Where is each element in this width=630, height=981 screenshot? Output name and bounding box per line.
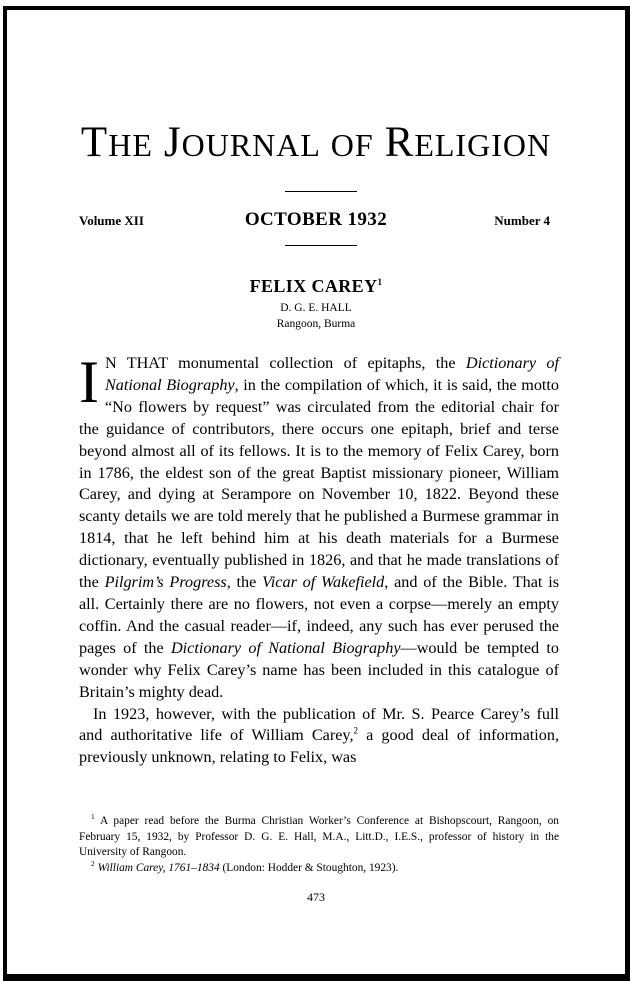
journal-title: THE JOURNAL OF RELIGION	[80, 119, 552, 166]
footnote-2: $^2$ William Carey, 1761–1834 (London: Hodder & Stoughton, 1923).	[91, 858, 399, 874]
divider-top	[285, 191, 357, 192]
drop-cap: I	[79, 349, 99, 415]
author-block	[7, 300, 625, 332]
footnote-1: $^1$ A paper read before the Burma Christian Worker’s Conference at Bishopscourt, Rangoon, on February 15, 1932, by Professor D. G. E. Hall, M.A., Litt.D., I.E.S., professor of history in the University of Rangoon.	[79, 812, 559, 858]
footnote-ref-2: 2	[353, 726, 358, 737]
volume-label: Volume XII	[79, 213, 144, 228]
footnotes	[79, 814, 559, 876]
issue-number: Number 4	[494, 213, 550, 228]
author-name: D. G. E. HALL	[280, 302, 352, 314]
paragraph-1: I N THAT monumental collection of epitaphs, the Dictionary of National Biography, in the compilation of which, it is said, the motto “No flowers by request” was circulated from the editorial chair for the guidance of contributors, there occurs one epitaph, brief and terse beyond almost all of its fellows. It is to the memory of Felix Carey, born in 1786, the eldest son of the great Baptist missionary pioneer, William Carey, and dying at Serampore on November 10, 1822. Beyond these scanty details we are told merely that he published a Burmese grammar in 1814, that he left behind him at his death materials for a Burmese dictionary, eventually published in 1826, and that he made translations of the Pilgrim’s Progress, the Vicar of Wakefield, and of the Bible. That is all. Certainly there are no flowers, not even a corpse—merely an empty coffin. And the casual reader—if, indeed, any such has ever perused the pages of the Dictionary of National Biography—would be tempted to wonder why Felix Carey’s name has been included in this catalogue of Britain’s mighty dead.	[79, 349, 560, 701]
divider-bottom	[285, 245, 357, 246]
page-number: 473	[307, 890, 325, 904]
journal-page	[3, 6, 630, 981]
issue-date: OCTOBER 1932	[244, 209, 388, 230]
article-title: FELIX CAREY$^1$	[249, 276, 383, 296]
article-body	[79, 349, 560, 769]
author-location: Rangoon, Burma	[276, 318, 356, 330]
paragraph-2: In 1923, however, with the publication of Mr. S. Pearce Carey’s full and authoritative life of William Carey,$^2$ a good deal of information, previously unknown, relating to Felix, was	[79, 704, 559, 767]
title-footnote-mark: 1	[377, 277, 383, 287]
